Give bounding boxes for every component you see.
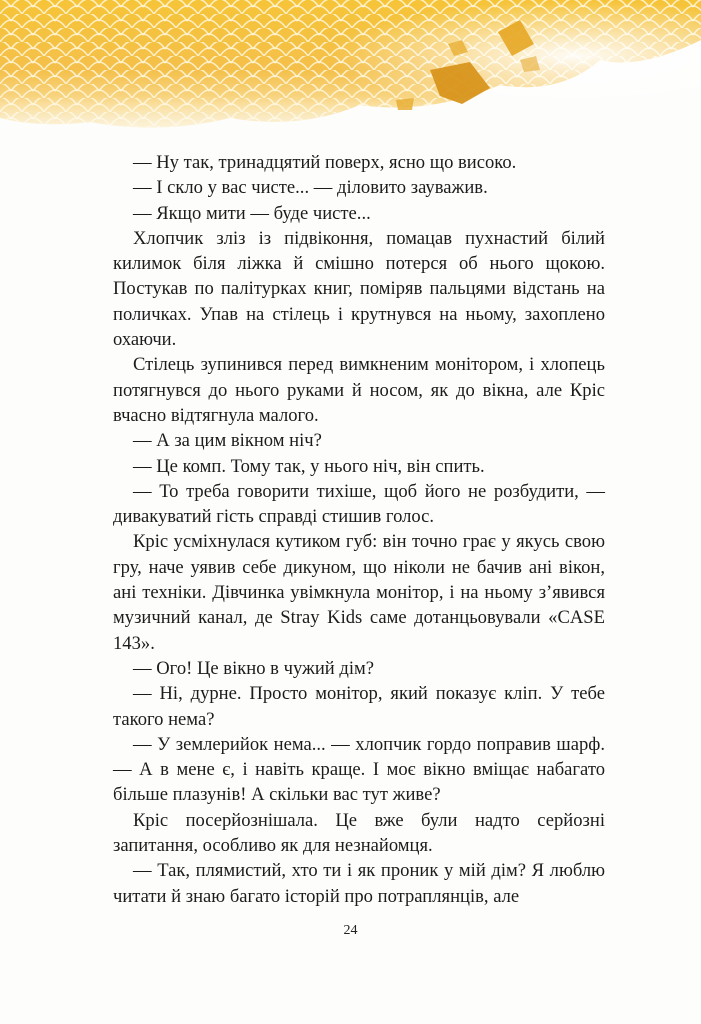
paragraph: — У землерийок нема... — хлопчик гордо поправив шарф. — А в мене є, і навіть краще. І моє вікно вміщає набагато більше плазунів! А скільки вас тут живе? [113, 733, 605, 806]
paragraph: — Ну так, тринадцятий поверх, ясно що високо. [133, 152, 517, 173]
paragraph: — Так, плямистий, хто ти і як проник у мій дім? Я люблю читати й знаю багато історій про потраплянців, але [113, 860, 605, 907]
paragraph: Кріс посерйознішала. Це вже були надто серйозні запитання, особливо як для незнайомця. [113, 809, 605, 857]
paragraph: Кріс усміхнулася кутиком губ: він точно грає у якусь свою гру, наче уявив себе дикуном, що ніколи не бачив ані вікон, ані техніки. Дівчинка увімкнула монітор, і на ньому з’явився музичний канал, де Stray Kids саме дотанцьовували «CASE 143». [113, 531, 605, 654]
paragraph: — Це комп. Тому так, у нього ніч, він спить. [133, 455, 485, 477]
page-number: 24 [343, 923, 358, 938]
paragraph: Хлопчик зліз із підвіконня, помацав пухнастий білий килимок біля ліжка й смішно потерся об нього щокою. Постукав по палітурках книг, поміряв пальцями відстань на поличках. Упав на стілець і крутнувся на ньому, захоплено охаючи. [113, 227, 605, 351]
golden-scales-header-illustration [0, 0, 701, 160]
paragraph: Стілець зупинився перед вимкненим монітором, і хлопець потягнувся до нього руками й носом, як до вікна, але Кріс вчасно відтягнула малого. [113, 354, 605, 426]
paragraph: — То треба говорити тихіше, щоб його не розбудити, — дивакуватий гість справді стишив голос. [113, 480, 605, 528]
paragraph: — А за цим вікном ніч? [133, 430, 322, 452]
body-text [113, 150, 605, 909]
paragraph: — Ого! Це вікно в чужий дім? [133, 657, 375, 679]
paragraph: — Ні, дурне. Просто монітор, який показує кліп. У тебе такого нема? [113, 683, 605, 730]
paragraph: — Якщо мити — буде чисте... [133, 202, 371, 224]
paragraph: — І скло у вас чисте... — діловито зауважив. [133, 177, 488, 199]
